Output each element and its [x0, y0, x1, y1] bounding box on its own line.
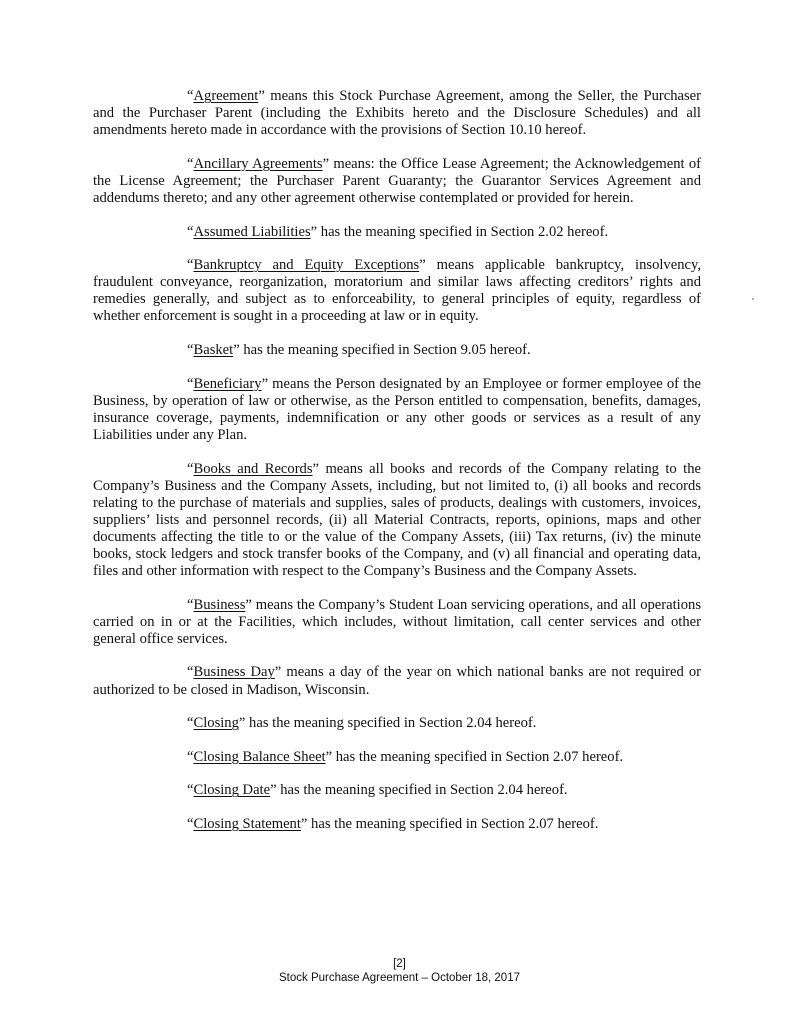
defined-term: Business — [193, 596, 246, 613]
footer-document-title: Stock Purchase Agreement – October 18, 2017 — [278, 972, 520, 984]
definition-text: means a day of the year on which national banks are not required or authorized to be closed in Madison, Wisconsin. — [93, 664, 701, 698]
definition-paragraph: “Basket” has the meaning specified in Section 9.05 hereof. — [187, 342, 531, 359]
defined-term: Ancillary Agreements — [193, 155, 323, 172]
definition-paragraph: “Assumed Liabilities” has the meaning specified in Section 2.02 hereof. — [187, 223, 609, 240]
definition-text: has the meaning specified in Section 2.04 hereof. — [245, 715, 537, 732]
definition-paragraph: “Business” means the Company’s Student Loan servicing operations, and all operations carried on in or at the Facilities, which includes, without limitation, call center services and other general office services. — [93, 596, 701, 647]
scan-artifact — [752, 298, 754, 300]
definition-paragraph: “Beneficiary” means the Person designated by an Employee or former employee of the Business, by operation of law or otherwise, as the Person entitled to compensation, benefits, damages, insurance coverage, payments, indemnification or any other goods or services as a result of any Liabilities under any Plan. — [93, 375, 701, 443]
defined-term: Assumed Liabilities — [193, 223, 311, 240]
defined-term: Closing Date — [193, 782, 271, 799]
definition-paragraph: “Closing” has the meaning specified in Section 2.04 hereof. — [187, 715, 537, 732]
definition-paragraph: “Bankruptcy and Equity Exceptions” means applicable bankruptcy, insolvency, fraudulent conveyance, reorganization, moratorium and similar laws affecting creditors’ rights and remedies generally, and subject as to enforceability, to general principles of equity, regardless of whether enforcement is sought in a proceeding at law or in equity. — [93, 257, 701, 325]
definition-paragraph: “Agreement” means this Stock Purchase Agreement, among the Seller, the Purchaser and the Purchaser Parent (including the Exhibits hereto and the Disclosure Schedules) and all amendments hereto made in accordance with the provisions of Section 10.10 hereof. — [93, 88, 701, 139]
defined-term: Agreement — [193, 88, 259, 104]
definition-paragraph: “Closing Statement” has the meaning specified in Section 2.07 hereof. — [187, 815, 599, 832]
defined-term: Books and Records — [193, 460, 313, 477]
definition-text: has the meaning specified in Section 2.07 hereof. — [307, 815, 599, 832]
definition-text: means: the Office Lease Agreement; the Acknowledgement of the License Agreement; the Purchaser Parent Guaranty; the Guarantor Services Agreement and addendums thereto; and any other agreement otherwise contemplated or provided for herein. — [93, 155, 702, 206]
definition-text: means this Stock Purchase Agreement, among the Seller, the Purchaser and the Purchaser Parent (including the Exhibits hereto and the Disclosure Schedules) and all amendments hereto made in accordance with the provisions of Section 10.10 hereof. — [93, 88, 701, 139]
defined-term: Closing — [193, 715, 239, 732]
definition-text: has the meaning specified in Section 9.05 hereof. — [239, 342, 531, 359]
page-footer — [0, 957, 799, 985]
definition-text: has the meaning specified in Section 2.02 hereof. — [317, 223, 609, 240]
defined-term: Beneficiary — [193, 375, 262, 392]
definition-text: has the meaning specified in Section 2.04 hereof. — [276, 782, 568, 799]
definition-paragraph: “Business Day” means a day of the year on which national banks are not required or authorized to be closed in Madison, Wisconsin. — [93, 664, 701, 698]
defined-term: Business Day — [193, 664, 275, 681]
definition-paragraph: “Ancillary Agreements” means: the Office Lease Agreement; the Acknowledgement of the License Agreement; the Purchaser Parent Guaranty; the Guarantor Services Agreement and addendums thereto; and any other agreement otherwise contemplated or provided for herein. — [93, 155, 702, 206]
definition-text: means applicable bankruptcy, insolvency, fraudulent conveyance, reorganization, moratorium and similar laws affecting creditors’ rights and remedies generally, and subject as to enforceability, to general principles of equity, regardless of whether enforcement is sought in a proceeding at law or in equity. — [93, 257, 701, 325]
definition-paragraph: “Books and Records” means all books and records of the Company relating to the Company’s Business and the Company Assets, including, but not limited to, (i) all books and records relating to the purchase of materials and supplies, sales of products, dealings with customers, invoices, suppliers’ lists and personnel records, (ii) all Material Contracts, reports, opinions, maps and other documents affecting the title to or the value of the Company Assets, (iii) Tax returns, (iv) the minute books, stock ledgers and stock transfer books of the Company, and (v) all financial and operating data, files and other information with respect to the Company’s Business and the Company Assets. — [93, 460, 701, 580]
document-body — [93, 88, 701, 850]
defined-term: Basket — [193, 342, 234, 359]
definition-paragraph: “Closing Balance Sheet” has the meaning specified in Section 2.07 hereof. — [187, 748, 624, 765]
defined-term: Closing Statement — [193, 815, 301, 832]
definition-text: has the meaning specified in Section 2.07 hereof. — [332, 748, 624, 765]
definition-text: means the Person designated by an Employee or former employee of the Business, by operation of law or otherwise, as the Person entitled to compensation, benefits, damages, insurance coverage, payments, indemnification or any other goods or services as a result of any Liabilities under any Plan. — [93, 375, 701, 443]
page-number: [2] — [393, 958, 406, 970]
definition-text: means the Company’s Student Loan servicing operations, and all operations carried on in or at the Facilities, which includes, without limitation, call center services and other general office services. — [93, 596, 701, 647]
defined-term: Closing Balance Sheet — [193, 748, 326, 765]
definition-text: means all books and records of the Company relating to the Company’s Business and the Company Assets, including, but not limited to, (i) all books and records relating to the purchase of materials and supplies, sales of products, dealings with customers, invoices, suppliers’ lists and personnel records, (ii) all Material Contracts, reports, opinions, maps and other documents affecting the title to or the value of the Company Assets, (iii) Tax returns, (iv) the minute books, stock ledgers and stock transfer books of the Company, and (v) all financial and operating data, files and other information with respect to the Company’s Business and the Company Assets. — [93, 460, 701, 580]
defined-term: Bankruptcy and Equity Exceptions — [193, 257, 420, 274]
definition-paragraph: “Closing Date” has the meaning specified in Section 2.04 hereof. — [187, 782, 568, 799]
